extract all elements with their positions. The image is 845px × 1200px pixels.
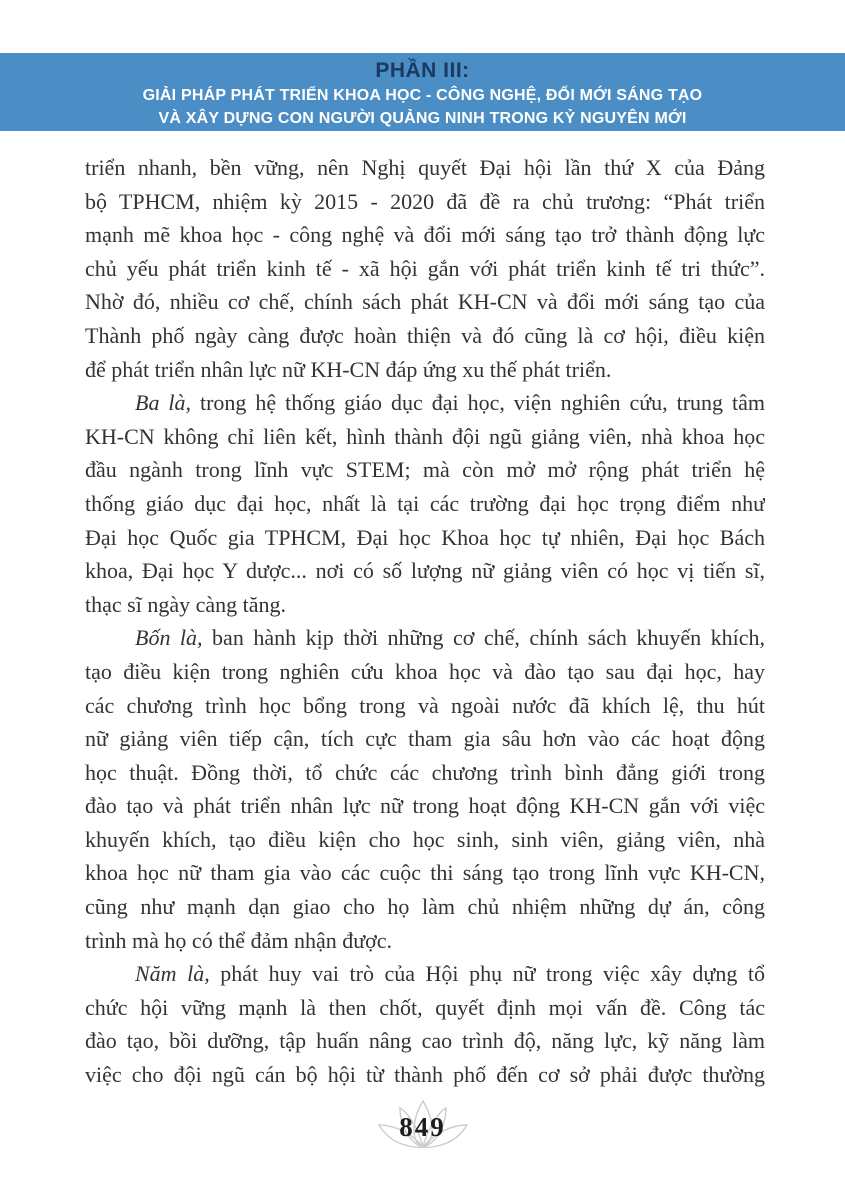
paragraph-lead: Bốn là,: [135, 625, 203, 651]
paragraph-lead: Năm là,: [135, 961, 210, 987]
text-line: để phát triển nhân lực nữ KH-CN đáp ứng xu thế phát triển.: [85, 356, 612, 382]
text-line: Nhờ đó, nhiều cơ chế, chính sách phát KH-CN và đổi mới sáng tạo của: [85, 289, 765, 315]
page-footer: [0, 1098, 845, 1155]
text-line: khuyến khích, tạo điều kiện cho học sinh, sinh viên, giảng viên, nhà: [85, 826, 765, 852]
section-header-band: [0, 53, 845, 131]
page-number: 849: [399, 1112, 446, 1142]
section-subtitle-line2: VÀ XÂY DỰNG CON NGƯỜI QUẢNG NINH TRONG KỶ NGUYÊN MỚI: [158, 110, 687, 127]
text-line: mạnh mẽ khoa học - công nghệ và đổi mới sáng tạo trở thành động lực: [85, 222, 765, 248]
text-line: Bốn là, ban hành kịp thời những cơ chế, chính sách khuyến khích,: [135, 625, 765, 651]
text-line: thống giáo dục đại học, nhất là tại các trường đại học trọng điểm như: [85, 490, 765, 516]
text-line: nữ giảng viên tiếp cận, tích cực tham gia sâu hơn vào các hoạt động: [85, 726, 765, 752]
text-line: khoa, Đại học Y dược... nơi có số lượng nữ giảng viên có học vị tiến sĩ,: [85, 558, 765, 584]
paragraph-lead: Ba là,: [135, 390, 192, 416]
text-line: chức hội vững mạnh là then chốt, quyết định mọi vấn đề. Công tác: [85, 994, 765, 1020]
text-line: đào tạo, bồi dưỡng, tập huấn nâng cao trình độ, năng lực, kỹ năng làm: [85, 1028, 765, 1054]
lotus-ornament: [373, 1098, 473, 1150]
text-line: thạc sĩ ngày càng tăng.: [85, 591, 286, 617]
text-line: việc cho đội ngũ cán bộ hội từ thành phố đến cơ sở phải được thường: [85, 1062, 765, 1088]
text-line: học thuật. Đồng thời, tổ chức các chương trình bình đẳng giới trong: [85, 759, 765, 785]
text-line: trình mà họ có thể đảm nhận được.: [85, 927, 393, 953]
text-line: cũng như mạnh dạn giao cho họ làm chủ nhiệm những dự án, công: [85, 894, 765, 920]
text-line: đào tạo và phát triển nhân lực nữ trong hoạt động KH-CN gắn với việc: [85, 793, 765, 819]
text-line: tạo điều kiện trong nghiên cứu khoa học và đào tạo sau đại học, hay: [85, 658, 765, 684]
text-line: Đại học Quốc gia TPHCM, Đại học Khoa học tự nhiên, Đại học Bách: [85, 524, 765, 550]
text-line: các chương trình học bổng trong và ngoài nước đã khích lệ, thu hút: [85, 692, 765, 718]
body-text: [85, 151, 765, 1092]
text-line: Ba là, trong hệ thống giáo dục đại học, viện nghiên cứu, trung tâm: [135, 390, 765, 416]
text-line: đầu ngành trong lĩnh vực STEM; mà còn mở mở rộng phát triển hệ: [85, 457, 765, 483]
section-subtitle-line1: GIẢI PHÁP PHÁT TRIỂN KHOA HỌC - CÔNG NGHỆ, ĐỔI MỚI SÁNG TẠO: [142, 87, 703, 104]
text-line: bộ TPHCM, nhiệm kỳ 2015 - 2020 đã đề ra chủ trương: “Phát triển: [85, 188, 765, 214]
text-line: triển nhanh, bền vững, nên Nghị quyết Đại hội lần thứ X của Đảng: [85, 155, 765, 180]
text-line: chủ yếu phát triển kinh tế - xã hội gắn với phát triển kinh tế tri thức”.: [85, 255, 765, 281]
text-line: Thành phố ngày càng được hoàn thiện và đó cũng là cơ hội, điều kiện: [85, 322, 765, 348]
text-line: khoa học nữ tham gia vào các cuộc thi sáng tạo trong lĩnh vực KH-CN,: [85, 860, 765, 886]
section-part-label: PHẦN III:: [375, 59, 470, 82]
text-line: Năm là, phát huy vai trò của Hội phụ nữ trong việc xây dựng tổ: [135, 961, 765, 987]
text-line: KH-CN không chỉ liên kết, hình thành đội ngũ giảng viên, nhà khoa học: [85, 423, 765, 449]
